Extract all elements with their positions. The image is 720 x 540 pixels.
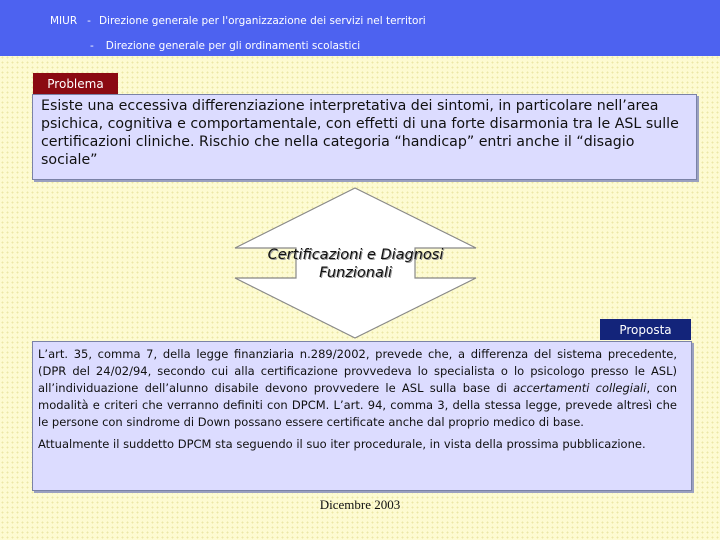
- header-banner: [0, 0, 720, 56]
- proposal-emphasis: accertamenti collegiali: [513, 381, 647, 395]
- header-org: MIUR: [50, 15, 78, 27]
- proposal-box: [32, 341, 692, 491]
- header-line-1: [50, 15, 426, 27]
- header-dash-2: -: [90, 40, 94, 52]
- proposal-paragraph-1-start: L’art. 35, comma 7, della legge finanziaria n.289/2002, prevede che, a differenza del sistema precedente, (DPR del 24/02/94, secondo cui alla certificazione provvedeva lo specialista o lo psicologo presso le ASL) all’individuazione dell’alunno disabile devono provvedere le ASL sulla base di: [38, 347, 677, 395]
- header-line-2: [90, 40, 360, 52]
- header-dash-1: -: [87, 15, 91, 27]
- proposal-label: Proposta: [600, 319, 691, 340]
- arrow-caption-line-2: Funzionali: [319, 265, 392, 281]
- problem-text: Esiste una eccessiva differenziazione interpretativa dei sintomi, in particolare nell’area psichica, cognitiva e comportamentale, con effetti di una forte disarmonia tra le ASL sulle certificazioni cliniche. Rischio che nella categoria “handicap” entri anche il “disagio sociale”: [41, 98, 679, 168]
- proposal-paragraph-1: [38, 346, 677, 431]
- proposal-paragraph-2: Attualmente il suddetto DPCM sta seguendo il suo iter procedurale, in vista della prossima pubblicazione.: [38, 437, 646, 451]
- proposal-paragraph-1-end: , con modalità e criteri che verranno definiti con DPCM. L’art. 94, comma 3, della stessa legge, prevede altresì che le persone con sindrome di Down possano essere certificate anche dal proprio medico di base.: [38, 381, 677, 429]
- arrow-caption: [233, 246, 478, 282]
- header-directorate-1: Direzione generale per l'organizzazione dei servizi nel territori: [98, 15, 426, 27]
- problem-label: Problema: [33, 73, 118, 94]
- arrow-caption-line-1: Certificazioni e Diagnosi: [267, 247, 444, 263]
- header-directorate-2: Direzione generale per gli ordinamenti scolastici: [105, 40, 361, 52]
- problem-box: [32, 94, 697, 180]
- footer-date: Dicembre 2003: [319, 497, 401, 512]
